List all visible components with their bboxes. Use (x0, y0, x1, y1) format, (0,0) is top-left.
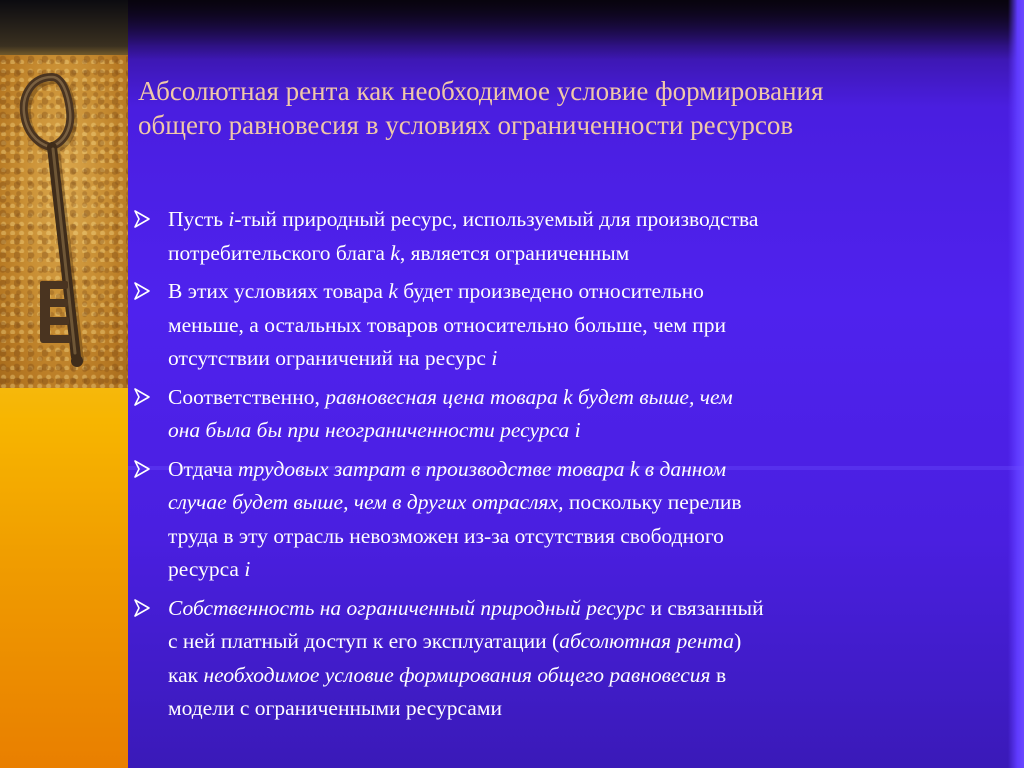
bullet-list (132, 203, 972, 731)
bullet-line (168, 625, 972, 659)
text: поскольку перелив (563, 490, 742, 514)
bullet-line (168, 692, 972, 726)
italic-text: абсолютная рента (559, 629, 735, 653)
bullet-line (168, 381, 972, 415)
italic-text: необходимое условие формирования общего равновесия (203, 662, 711, 687)
bullet-line (168, 453, 972, 487)
bullet-item (132, 453, 972, 587)
arrow-bullet-icon (132, 598, 152, 618)
italic-text: i (228, 207, 235, 231)
slide-title (138, 74, 1018, 142)
text: труда в эту отрасль невозможен из-за отсутствия свободного (168, 523, 724, 548)
old-key-image (0, 55, 128, 388)
text: ) (734, 629, 742, 653)
text: отсутствии ограничений на ресурс (168, 346, 492, 370)
text: , является ограниченным (399, 240, 630, 265)
text: будет произведено относительно (397, 279, 704, 303)
text: ресурса (168, 557, 245, 581)
text: потребительского блага (168, 240, 391, 265)
italic-text: Собственность на ограниченный природный ресурс (168, 595, 646, 620)
slide-title-line: Абсолютная рента как необходимое условие формирования (138, 76, 824, 106)
bullet-line (168, 342, 972, 376)
slide-title-line: общего равновесия в условиях ограниченности ресурсов (138, 110, 794, 140)
bullet-item (132, 275, 972, 376)
bullet-line (168, 203, 972, 237)
bullet-line (168, 486, 972, 520)
text: -тый природный ресурс, используемый для производства (234, 207, 759, 231)
text: В этих условиях товара (168, 279, 389, 303)
italic-text: k (388, 279, 398, 303)
bullet-line (168, 520, 972, 554)
text: как (168, 662, 204, 687)
bullet-item (132, 203, 972, 270)
text: модели с ограниченными ресурсами (168, 696, 502, 720)
text: с ней платный доступ к его эксплуатации ( (168, 629, 560, 653)
text: Соответственно, (168, 384, 326, 409)
italic-text: она была бы при неограниченности ресурса i (168, 418, 581, 442)
arrow-bullet-icon (132, 459, 152, 479)
bullet-line (168, 592, 972, 626)
arrow-bullet-icon (132, 209, 152, 229)
italic-text: i (491, 346, 498, 370)
bullet-line (168, 275, 972, 309)
text: в (710, 662, 727, 687)
text: меньше, а остальных товаров относительно больше, чем при (168, 312, 727, 337)
arrow-bullet-icon (132, 281, 152, 301)
text: Отдача (168, 456, 238, 481)
text: Пусть (168, 207, 229, 231)
arrow-bullet-icon (132, 387, 152, 407)
italic-text: i (244, 557, 251, 581)
italic-text: трудовых затрат в производстве товара k в данном (238, 456, 727, 481)
bullet-line (168, 659, 972, 693)
bullet-line (168, 309, 972, 343)
bullet-line (168, 414, 972, 448)
text: и связанный (645, 595, 764, 620)
italic-text: k (390, 240, 400, 265)
bullet-item (132, 381, 972, 448)
bullet-line (168, 237, 972, 271)
italic-text: случае будет выше, чем в других отраслях, (168, 490, 564, 514)
bullet-line (168, 553, 972, 587)
italic-text: равновесная цена товара k будет выше, чем (325, 384, 733, 409)
bullet-item (132, 592, 972, 726)
